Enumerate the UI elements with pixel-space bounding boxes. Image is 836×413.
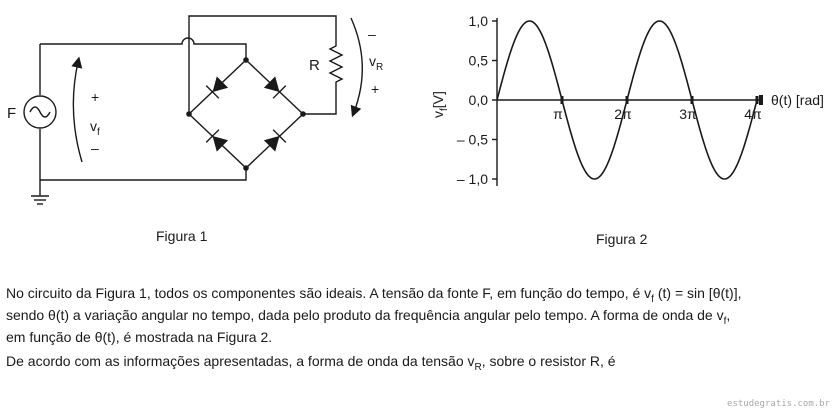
source-label: F (7, 105, 17, 122)
y-tick-label: 0,0 (468, 92, 488, 108)
y-axis-label: $v_f[V]$ (430, 91, 450, 118)
wire-source-bottom (40, 168, 246, 180)
source-plus-sign: + (91, 89, 100, 105)
statement-line-4-text-end: , sobre o resistor R, é (481, 353, 616, 369)
watermark: estudegratis.com.br (727, 399, 830, 409)
diodes (206, 76, 286, 153)
x-axis-end-marker (759, 95, 763, 105)
statement-line-1-sub: f (651, 293, 654, 305)
x-tick-label: 4π (744, 106, 762, 122)
statement-line-2-text-end: , (726, 307, 731, 323)
resistor-minus-sign: – (368, 26, 376, 42)
statement-line-3: em função de θ(t), é mostrada na Figura 2. (6, 329, 273, 345)
figure2-caption: Figura 2 (596, 231, 648, 247)
node-left (186, 111, 192, 117)
x-tick-label: 3π (679, 106, 697, 122)
circuit-diagram (24, 16, 362, 204)
source-voltage-label: $v_f$ (90, 118, 100, 138)
node-right (300, 111, 306, 117)
statement-line-4-sub: R (474, 361, 482, 373)
junction-dots (186, 57, 306, 171)
x-tick-label: 2π (614, 106, 632, 122)
sine-chart (430, 13, 824, 187)
node-bottom (243, 165, 249, 171)
resistor-icon (330, 40, 342, 88)
ac-source-wave-icon (30, 107, 50, 117)
resistor-voltage-label: $v_R$ (369, 53, 384, 73)
source-voltage-arrow-icon (73, 62, 82, 162)
bridge-rectifier (189, 60, 303, 168)
resistor-voltage-arrow-icon (351, 18, 362, 112)
x-tick-label: π (553, 106, 563, 122)
statement-line-2-text: sendo θ(t) a variação angular no tempo, dada pelo produto da frequência angular pelo tempo. A forma de onda de v (6, 307, 724, 323)
statement-line-2-sub: f (723, 315, 727, 327)
ground-icon (31, 196, 49, 204)
wire-bridge-right-to-resistor (303, 88, 336, 114)
wire-source-top (40, 38, 246, 60)
y-tick-label: 1,0 (468, 13, 488, 29)
statement-line-1-text-end: (t) = sin [θ(t)], (653, 285, 742, 301)
statement-line-4 (6, 351, 616, 378)
source-minus-sign: – (91, 140, 99, 156)
statement-line-4-text: De acordo com as informações apresentadas, a forma de onda da tensão v (6, 353, 475, 369)
y-tick-label: – 0,5 (456, 131, 488, 148)
node-top (243, 57, 249, 63)
resistor-label: R (309, 57, 320, 74)
y-tick-label: 0,5 (468, 52, 488, 69)
y-tick-label: – 1,0 (456, 171, 488, 187)
figure1-caption: Figura 1 (156, 228, 208, 244)
resistor-plus-sign: + (371, 81, 380, 97)
statement-line-1-text: No circuito da Figura 1, todos os componentes são ideais. A tensão da fonte F, em função do tempo, é v (6, 285, 652, 301)
x-axis-label: θ(t) [rad] (771, 92, 824, 108)
